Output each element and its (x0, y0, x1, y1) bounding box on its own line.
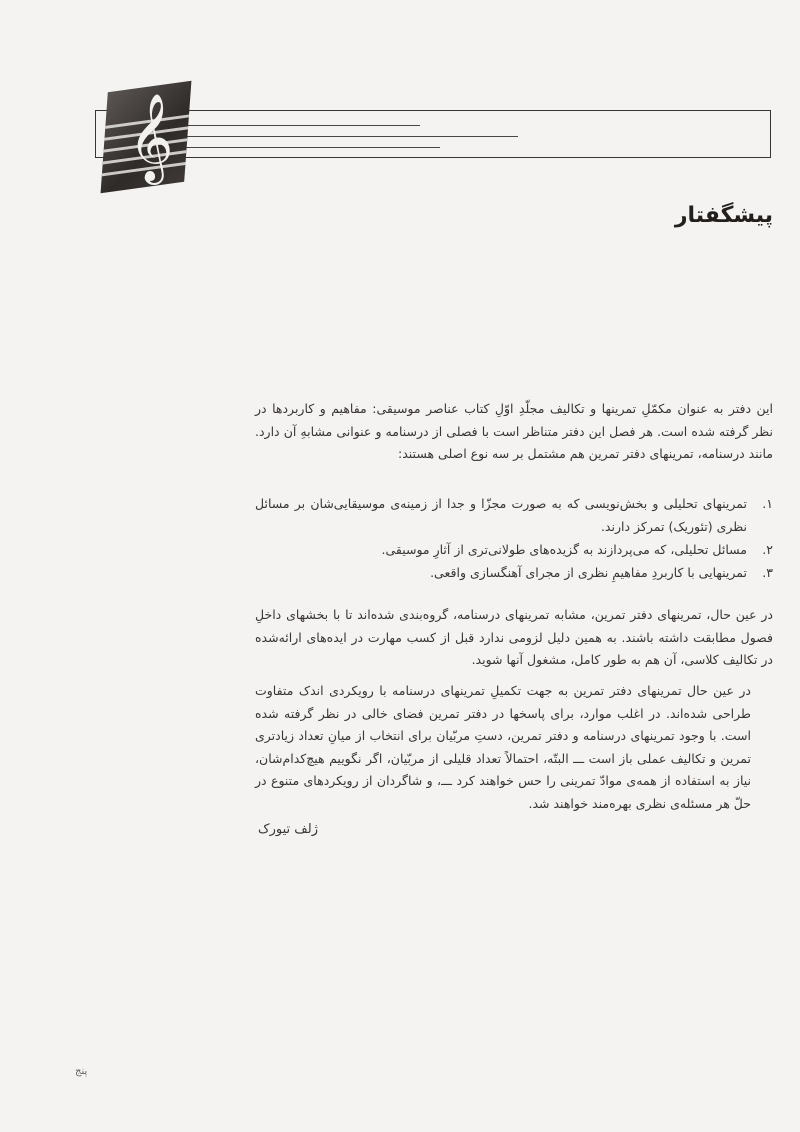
types-list (255, 492, 773, 584)
list-item-number: ۳. (762, 565, 773, 580)
third-paragraph-text: در عین حال تمرینهای دفتر تمرین به جهت تکمیلِ تمرینهای درسنامه با رویکردی اندک متفاوت طراحی شده‌اند. در اغلب موارد، برای پاسخها در دفتر تمرین فضای خالی در نظر گرفته شده است. با وجود تمرینهای درسنامه و دفتر تمرین، دستِ مربّیان برای انتخاب از میانِ تعداد زیادتری تمرین و تکالیف عملی باز است ـــ البتّه، احتمالاً تعداد قلیلی از مربّیان، اگر نگوییم هیچ‌کدام‌شان، نیاز به استفاده از همه‌ی موادّ تمرینی را حس خواهند کرد ـــ، و شاگردان از رویکردهای متنوع در حلّ هر مسئله‌ی نظری بهره‌مند خواهند شد. (255, 683, 751, 811)
staff-line (150, 125, 420, 126)
list-item-text: مسائل تحلیلی، که می‌پردازند به گزیده‌های طولانی‌تری از آثارِ موسیقی. (381, 542, 747, 557)
list-item (255, 538, 773, 561)
second-paragraph: در عین حال، تمرینهای دفتر تمرین، مشابه تمرینهای درسنامه، گروه‌بندی شده‌اند تا با بخشهای داخلِ فصول مطابقت داشته باشند. به همین دلیل لزومی ندارد قبل از کسب مهارت در ایده‌های ارائه‌شده در تکالیف کلاسی، آن هم به طور کامل، مشغول آنها شوید. (255, 607, 773, 667)
third-paragraph (255, 680, 773, 815)
list-item (255, 561, 773, 584)
list-item-text: تمرینهایی با کاربردِ مفاهیمِ نظری از مجرای آهنگسازی واقعی. (430, 565, 747, 580)
staff-line (150, 136, 518, 137)
list-item-text: تمرینهای تحلیلی و بخش‌نویسی که به صورت مجزّا و جدا از زمینه‌ی موسیقایی‌شان بر مسائل نظری (تئوریک) تمرکز دارند. (255, 496, 747, 534)
list-item-number: ۲. (762, 542, 773, 557)
treble-clef-glyph: 𝄞 (128, 92, 174, 181)
staff-line (150, 147, 440, 148)
page-number: پنج (75, 1066, 88, 1077)
list-item-number: ۱. (762, 496, 773, 511)
list-item (255, 492, 773, 538)
author-signature: ژلف تیورک (258, 822, 318, 837)
intro-paragraph: این دفتر به عنوان مکمّلِ تمرینها و تکالیف مجلّدِ اوّلِ کتاب عناصر موسیقی: مفاهیم و کاربردها در نظر گرفته شده است. هر فصل این دفتر متناظر است با فصلی از درسنامه و عنوانی مشابهِ آن دارد. مانند درسنامه، تمرینهای دفتر تمرین هم مشتمل بر سه نوع اصلی هستند: (255, 401, 773, 461)
page-title: پیشگفتار (674, 203, 773, 228)
header-frame (95, 110, 771, 158)
